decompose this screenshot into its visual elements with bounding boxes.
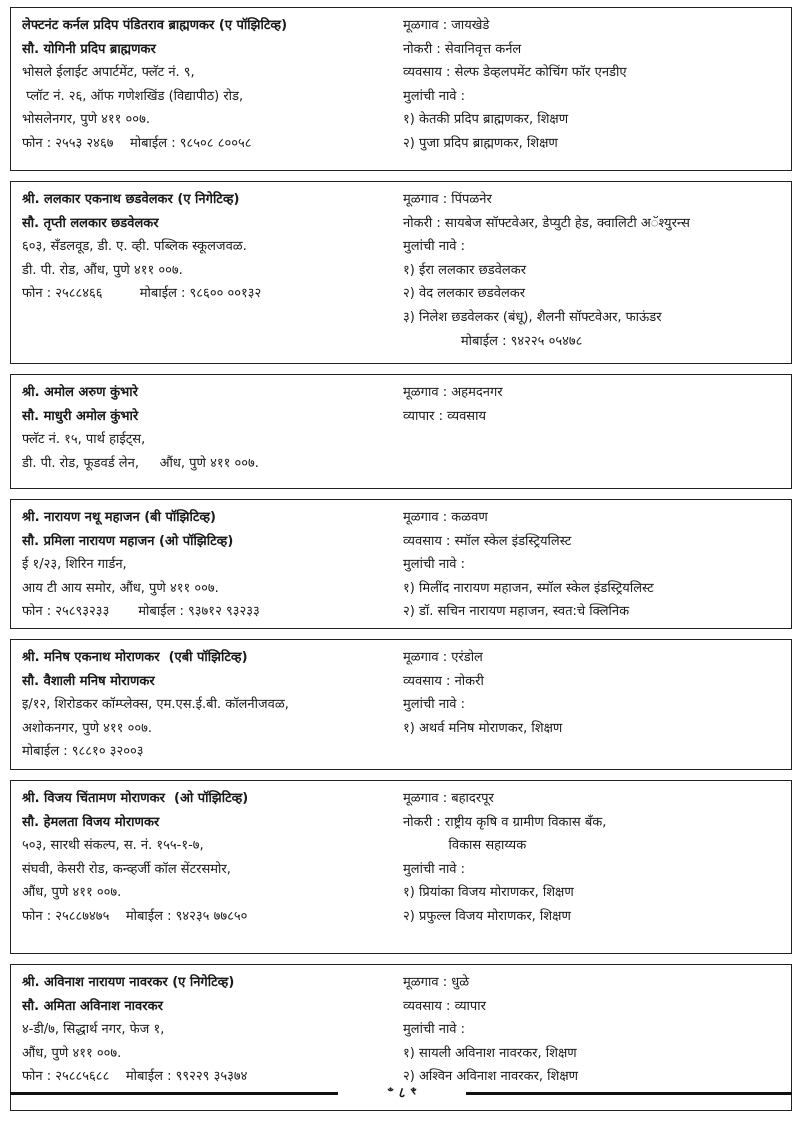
detail-line: औंध, पुणे ४११ ००७. <box>22 885 122 901</box>
detail-line: मूळगाव : कळवण <box>403 510 488 525</box>
detail-line: मुलांची नावे : <box>403 557 466 573</box>
detail-line: १) ईरा ललकार छडवेलकर <box>403 262 527 278</box>
detail-line: १) केतकी प्रदिप ब्राह्मणकर, शिक्षण <box>403 112 569 128</box>
footer-rule-left <box>10 1092 338 1095</box>
directory-entry <box>10 639 792 770</box>
detail-line: मूळगाव : पिंपळनेर <box>403 192 492 207</box>
detail-line: भोसलेनगर, पुणे ४११ ००७. <box>22 112 150 128</box>
member-name: श्री. अमोल अरुण कुंभारे <box>22 385 138 400</box>
detail-line: मूळगाव : जायखेडे <box>403 18 490 33</box>
detail-line: ई १/२३, शिरिन गार्डन, <box>22 557 127 573</box>
detail-line: नोकरी : राष्ट्रीय कृषि व ग्रामीण विकास बँक, <box>403 814 607 830</box>
detail-line: मुलांची नावे : <box>403 239 466 255</box>
directory-entry <box>10 780 792 954</box>
member-name: श्री. अविनाश नारायण नावरकर (ए निगेटिव्ह) <box>22 975 235 990</box>
detail-line: नोकरी : सेवानिवृत्त कर्नल <box>403 41 522 57</box>
detail-line: मूळगाव : अहमदनगर <box>403 385 503 400</box>
detail-line: प्लॉट नं. २६, ऑफ गणेशखिंड (विद्यापीठ) रोड, <box>22 88 244 104</box>
footer-rule-right <box>466 1092 792 1095</box>
detail-line: मोबाईल : ९४२२५ ०५४७८ <box>403 333 583 349</box>
detail-line: मोबाईल : ९८८१० ३२००३ <box>22 744 144 760</box>
family-details <box>395 14 791 170</box>
member-name: सौ. तृप्ती ललकार छडवेलकर <box>22 215 159 231</box>
detail-line: व्यवसाय : व्यापार <box>403 998 486 1014</box>
directory-entries <box>10 7 792 1121</box>
member-name: सौ. वैशाली मनिष मोराणकर <box>22 673 155 689</box>
member-name: श्री. नारायण नथू महाजन (बी पॉझिटिव्ह) <box>22 510 216 525</box>
detail-line: इ/१२, शिरोडकर कॉम्प्लेक्स, एम.एस.ई.बी. कॉलनीजवळ, <box>22 697 289 713</box>
detail-line: फोन : २५८८७४७५ मोबाईल : ९४२३५ ७७८५० <box>22 908 248 924</box>
detail-line: १) प्रियांका विजय मोराणकर, शिक्षण <box>403 885 574 901</box>
member-name: सौ. अमिता अविनाश नावरकर <box>22 998 163 1014</box>
detail-line: मूळगाव : बहादरपूर <box>403 791 494 806</box>
member-name: सौ. हेमलता विजय मोराणकर <box>22 814 160 830</box>
detail-line: २) अश्विन अविनाश नावरकर, शिक्षण <box>403 1069 579 1085</box>
member-name: सौ. माधुरी अमोल कुंभारे <box>22 408 139 424</box>
detail-line: २) प्रफुल्ल विजय मोराणकर, शिक्षण <box>403 908 571 924</box>
contact-details <box>11 506 395 628</box>
contact-details <box>11 381 395 488</box>
detail-line: फ्लॅट नं. १५, पार्थ हाईट्स, <box>22 432 146 448</box>
member-name: श्री. मनिष एकनाथ मोराणकर (एबी पॉझिटिव्ह) <box>22 650 248 665</box>
detail-line: १) अथर्व मनिष मोराणकर, शिक्षण <box>403 720 563 736</box>
directory-entry <box>10 374 792 489</box>
detail-line: भोसले ईलाईट अपार्टमेंट, फ्लॅट नं. ९, <box>22 65 195 81</box>
contact-details <box>11 646 395 769</box>
page-footer <box>10 1083 792 1103</box>
detail-line: १) सायली अविनाश नावरकर, शिक्षण <box>403 1045 577 1061</box>
family-details <box>395 506 791 628</box>
detail-line: औंध, पुणे ४११ ००७. <box>22 1045 122 1061</box>
detail-line: आय टी आय समोर, औंध, पुणे ४११ ००७. <box>22 580 219 596</box>
family-details <box>395 188 791 363</box>
detail-line: फोन : २५८९३२३३ मोबाईल : ९३७१२ ९३२३३ <box>22 604 260 620</box>
detail-line: संघवी, केसरी रोड, कन्व्हर्जी कॉल सेंटरसमोर, <box>22 861 231 877</box>
member-name: श्री. विजय चिंतामण मोराणकर (ओ पॉझिटिव्ह) <box>22 791 249 806</box>
directory-entry <box>10 7 792 171</box>
detail-line: अशोकनगर, पुणे ४११ ००७. <box>22 720 152 736</box>
detail-line: फोन : २५८८४६६ मोबाईल : ९८६०० ००१३२ <box>22 286 262 302</box>
family-details <box>395 646 791 769</box>
detail-line: मूळगाव : धुळे <box>403 975 470 990</box>
detail-line: मूळगाव : एरंडोल <box>403 650 483 665</box>
detail-line: नोकरी : सायबेज सॉफ्टवेअर, डेप्युटी हेड, क्वालिटी अॅश्युरन्स <box>403 215 690 231</box>
directory-entry <box>10 181 792 364</box>
contact-details <box>11 188 395 363</box>
detail-line: फोन : २५८८५६८८ मोबाईल : ९९२२९ ३५३७४ <box>22 1069 248 1085</box>
detail-line: ६०३, सँडलवूड, डी. ए. व्ही. पब्लिक स्कूलजवळ. <box>22 239 247 255</box>
detail-line: २) पुजा प्रदिप ब्राह्मणकर, शिक्षण <box>403 135 558 151</box>
detail-line: व्यापार : व्यवसाय <box>403 408 486 424</box>
detail-line: व्यवसाय : स्मॉल स्केल इंडस्ट्रियलिस्ट <box>403 533 572 549</box>
detail-line: डी. पी. रोड, फूडवर्ड लेन, औंध, पुणे ४११ ००७. <box>22 455 259 471</box>
detail-line: मुलांची नावे : <box>403 861 466 877</box>
family-details <box>395 787 791 953</box>
detail-line: व्यवसाय : नोकरी <box>403 673 484 689</box>
member-name: लेफ्टनंट कर्नल प्रदिप पंडितराव ब्राह्मणकर (ए पॉझिटिव्ह) <box>22 18 288 33</box>
member-name: सौ. प्रमिला नारायण महाजन (ओ पॉझिटिव्ह) <box>22 533 234 549</box>
page-number: ꣲ ८ ꣳ <box>387 1085 417 1101</box>
detail-line: व्यवसाय : सेल्फ डेव्हलपमेंट कोचिंग फॉर एनडीए <box>403 65 627 81</box>
detail-line: डी. पी. रोड, औंध, पुणे ४११ ००७. <box>22 262 183 278</box>
detail-line: २) डॉ. सचिन नारायण महाजन, स्वत:चे क्लिनिक <box>403 604 630 620</box>
detail-line: मुलांची नावे : <box>403 88 466 104</box>
detail-line: विकास सहाय्यक <box>403 838 527 854</box>
family-details <box>395 381 791 488</box>
detail-line: फोन : २५५३ २४६७ मोबाईल : ९८५०८ ८००५८ <box>22 135 252 151</box>
detail-line: मुलांची नावे : <box>403 697 466 713</box>
detail-line: ५०३, सारथी संकल्प, स. नं. १५५-१-७, <box>22 838 204 854</box>
detail-line: मुलांची नावे : <box>403 1022 466 1038</box>
directory-entry <box>10 499 792 629</box>
detail-line: १) मिलींद नारायण महाजन, स्मॉल स्केल इंडस्ट्रियलिस्ट <box>403 580 654 596</box>
contact-details <box>11 14 395 170</box>
detail-line: २) वेद ललकार छडवेलकर <box>403 286 526 302</box>
member-name: श्री. ललकार एकनाथ छडवेलकर (ए निगेटिव्ह) <box>22 192 240 207</box>
member-name: सौ. योगिनी प्रदिप ब्राह्मणकर <box>22 41 156 57</box>
detail-line: ३) निलेश छडवेलकर (बंधू), शैलनी सॉफ्टवेअर, फाऊंडर <box>403 309 662 325</box>
contact-details <box>11 787 395 953</box>
detail-line: ४-डी/७, सिद्धार्थ नगर, फेज १, <box>22 1022 165 1038</box>
